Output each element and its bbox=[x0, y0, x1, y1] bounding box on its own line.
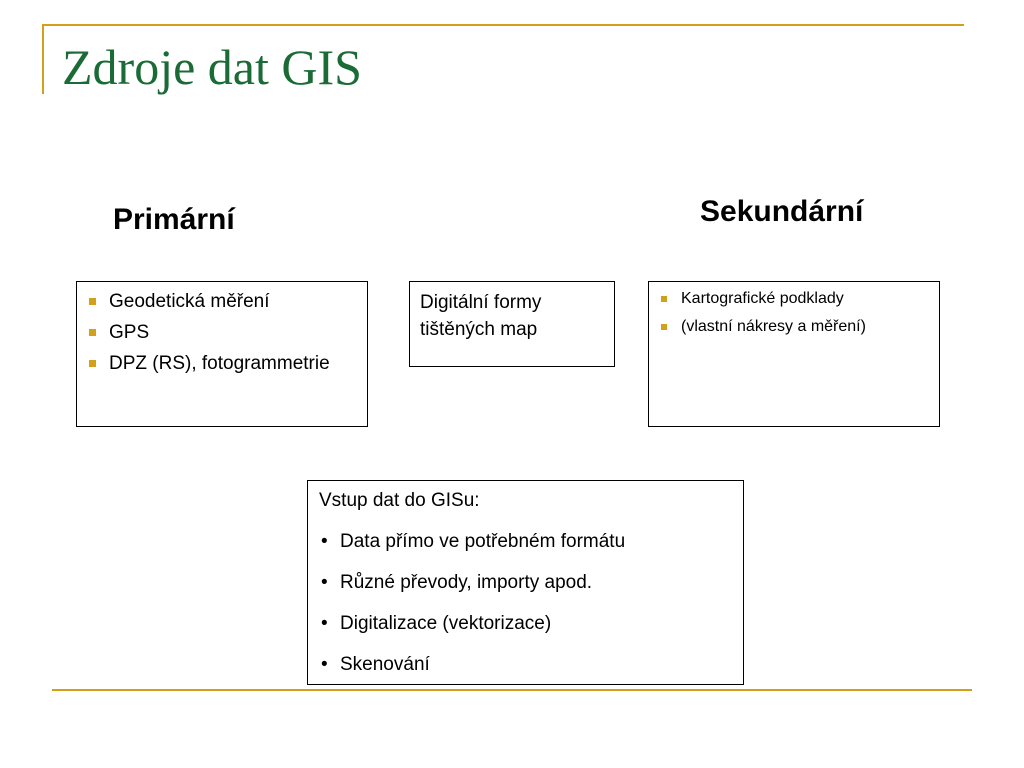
list-item bbox=[319, 571, 732, 595]
heading-secondary: Sekundární bbox=[700, 195, 864, 228]
list-item-label: Data přímo ve potřebném formátu bbox=[340, 531, 626, 552]
accent-top-line bbox=[42, 24, 964, 26]
list-item bbox=[659, 317, 929, 337]
bullet-dot-icon: • bbox=[321, 531, 328, 552]
list-item-label: Různé převody, importy apod. bbox=[340, 572, 593, 593]
digital-maps-box bbox=[409, 281, 615, 367]
data-input-heading: Vstup dat do GISu: bbox=[319, 490, 480, 511]
accent-vertical-line bbox=[42, 24, 44, 94]
square-bullet-icon bbox=[89, 298, 96, 305]
list-item bbox=[87, 321, 357, 344]
secondary-sources-list bbox=[659, 289, 929, 337]
list-item-label: Skenování bbox=[340, 654, 430, 675]
square-bullet-icon bbox=[89, 329, 96, 336]
list-item bbox=[319, 530, 732, 554]
secondary-sources-box bbox=[648, 281, 940, 427]
data-input-box bbox=[307, 480, 744, 685]
list-item bbox=[659, 289, 929, 309]
list-item-label: Geodetická měření bbox=[109, 291, 270, 312]
heading-primary: Primární bbox=[113, 203, 235, 236]
square-bullet-icon bbox=[661, 296, 667, 302]
square-bullet-icon bbox=[661, 324, 667, 330]
slide-title: Zdroje dat GIS bbox=[62, 39, 362, 95]
list-item-label: (vlastní nákresy a měření) bbox=[681, 318, 866, 335]
list-item bbox=[87, 290, 357, 313]
square-bullet-icon bbox=[89, 360, 96, 367]
list-item-label: Digitalizace (vektorizace) bbox=[340, 613, 552, 634]
bullet-dot-icon: • bbox=[321, 613, 328, 634]
primary-sources-box bbox=[76, 281, 368, 427]
list-item bbox=[319, 653, 732, 677]
primary-sources-list bbox=[87, 290, 357, 375]
bullet-dot-icon: • bbox=[321, 572, 328, 593]
list-item bbox=[319, 612, 732, 636]
bullet-dot-icon: • bbox=[321, 654, 328, 675]
list-item-label: DPZ (RS), fotogrammetrie bbox=[109, 353, 330, 374]
digital-maps-text: Digitální formy tištěných map bbox=[420, 292, 542, 340]
data-input-list bbox=[319, 530, 732, 677]
accent-bottom-line bbox=[52, 689, 972, 691]
list-item bbox=[87, 352, 357, 375]
list-item-label: Kartografické podklady bbox=[681, 290, 844, 307]
list-item-label: GPS bbox=[109, 322, 150, 343]
